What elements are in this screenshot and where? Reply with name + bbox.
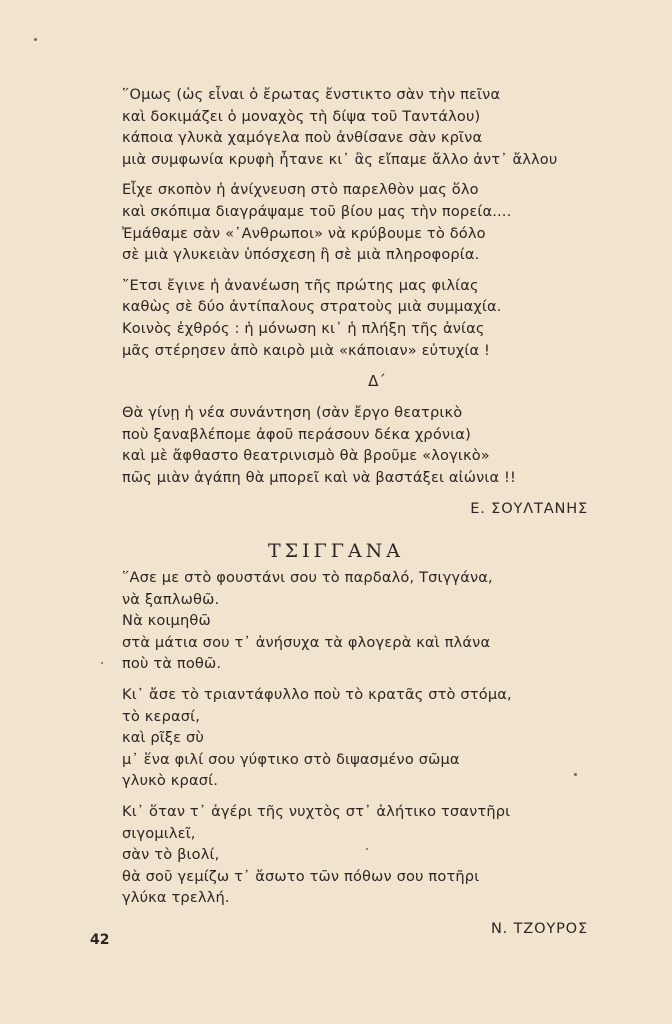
page-number: 42 (90, 932, 110, 948)
paper-speck (34, 38, 37, 41)
verse-line: μιὰ συμφωνία κρυφὴ ἦτανε κι᾽ ἂς εἴπαμε ἄλλο ἀντ᾽ ἄλλου (122, 150, 558, 168)
verse-line: Νὰ κοιμηθῶ (122, 612, 211, 630)
verse-line: Κοινὸς ἐχθρός : ἡ μόνωση κι᾽ ἡ πλήξη τῆς ἀνίας (122, 319, 485, 337)
verse-line: στὰ μάτια σου τ᾽ ἀνήσυχα τὰ φλογερὰ καὶ πλάνα (122, 633, 491, 651)
verse-line: ῞Ασε με στὸ φουστάνι σου τὸ παρδαλό, Τσιγγάνα, (122, 569, 493, 586)
verse-line: κάποια γλυκὰ χαμόγελα ποὺ ἀνθίσανε σὰν κρῖνα (122, 129, 483, 147)
verse-line: ῞Ομως (ὡς εἶναι ὁ ἔρωτας ἔνστικτο σὰν τὴν πεῖνα (122, 86, 501, 103)
stanza-final (122, 402, 612, 488)
verse-line: σὲ μιὰ γλυκειὰν ὑπόσχεση ἢ σὲ μιὰ πληροφορία. (122, 246, 480, 264)
verse-line: Θὰ γίνῃ ἡ νέα συνάντηση (σὰν ἔργο θεατρικὸ (122, 404, 463, 422)
paper-speck (574, 773, 577, 776)
poem-tsigana (122, 567, 612, 940)
stanza-3 (122, 275, 612, 361)
verse-line: μ᾽ ἕνα φιλί σου γύφτικο στὸ διψασμένο σῶμα (122, 750, 460, 768)
verse-line: Κι᾽ ὅταν τ᾽ ἀγέρι τῆς νυχτὸς στ᾽ ἀλήτικο τσαντῆρι (122, 802, 511, 820)
verse-line: σὰν τὸ βιολί, (122, 846, 220, 864)
verse-line: Κι᾽ ἄσε τὸ τριαντάφυλλο ποὺ τὸ κρατᾶς στὸ στόμα, (122, 685, 512, 703)
verse-line: ῎Ετσι ἔγινε ἡ ἀνανέωση τῆς πρώτης μας φιλίας (122, 276, 479, 294)
author-signature: Ε. ΣΟΥΛΤΑΝΗΣ (470, 499, 588, 517)
verse-line: μᾶς στέρησεν ἀπὸ καιρὸ μιὰ «κάποιαν» εὐτυχία ! (122, 341, 491, 359)
verse-line: ποὺ ξαναβλέπομε ἀφοῦ περάσουν δέκα χρόνια) (122, 425, 471, 443)
verse-line: πῶς μιὰν ἀγάπη θὰ μπορεῖ καὶ νὰ βαστάξει αἰώνια !! (122, 468, 517, 486)
stanza-1 (122, 567, 612, 675)
verse-line: Εἶχε σκοπὸν ἡ ἀνίχνευση στὸ παρελθὸν μας ὅλο (122, 181, 479, 199)
verse-line: Ἐμάθαμε σὰν «᾽Ανθρωποι» νὰ κρύβουμε τὸ δόλο (122, 224, 486, 242)
verse-line: καθὼς σὲ δύο ἀντίπαλους στρατοὺς μιὰ συμμαχία. (122, 298, 502, 316)
verse-line: καὶ δοκιμάζει ὁ μοναχὸς τὴ δίψα τοῦ Ταντάλου) (122, 107, 481, 125)
verse-line: νὰ ξαπλωθῶ. (122, 590, 220, 608)
stanza-2 (122, 684, 612, 792)
verse-line: καὶ ρῖξε σὺ (122, 729, 205, 747)
poem-title: ΤΣΙΓΓΑΝΑ (267, 540, 405, 562)
verse-line: καὶ μὲ ἄφθαστο θεατρινισμὸ θὰ βροῦμε «λογικὸ» (122, 447, 490, 465)
verse-line: καὶ σκόπιμα διαγράψαμε τοῦ βίου μας τὴν πορεία.... (122, 202, 512, 220)
poem-soultanis (122, 84, 612, 520)
stanza-3 (122, 801, 612, 909)
stanza-1 (122, 84, 612, 170)
author-signature: Ν. ΤΖΟΥΡΟΣ (490, 919, 588, 937)
verse-line: τὸ κερασί, (122, 707, 201, 725)
stanza-2 (122, 179, 612, 265)
verse-line: γλυκὸ κρασί. (122, 772, 218, 790)
verse-line: ποὺ τὰ ποθῶ. (122, 655, 222, 673)
section-mark: Δ΄ (368, 372, 386, 391)
paper-speck (366, 848, 368, 850)
verse-line: θὰ σοῦ γεμίζω τ᾽ ἄσωτο τῶν πόθων σου ποτῆρι (122, 867, 480, 885)
verse-line: γλύκα τρελλή. (122, 889, 230, 907)
paper-speck (101, 662, 103, 664)
verse-line: σιγομιλεῖ, (122, 824, 196, 842)
